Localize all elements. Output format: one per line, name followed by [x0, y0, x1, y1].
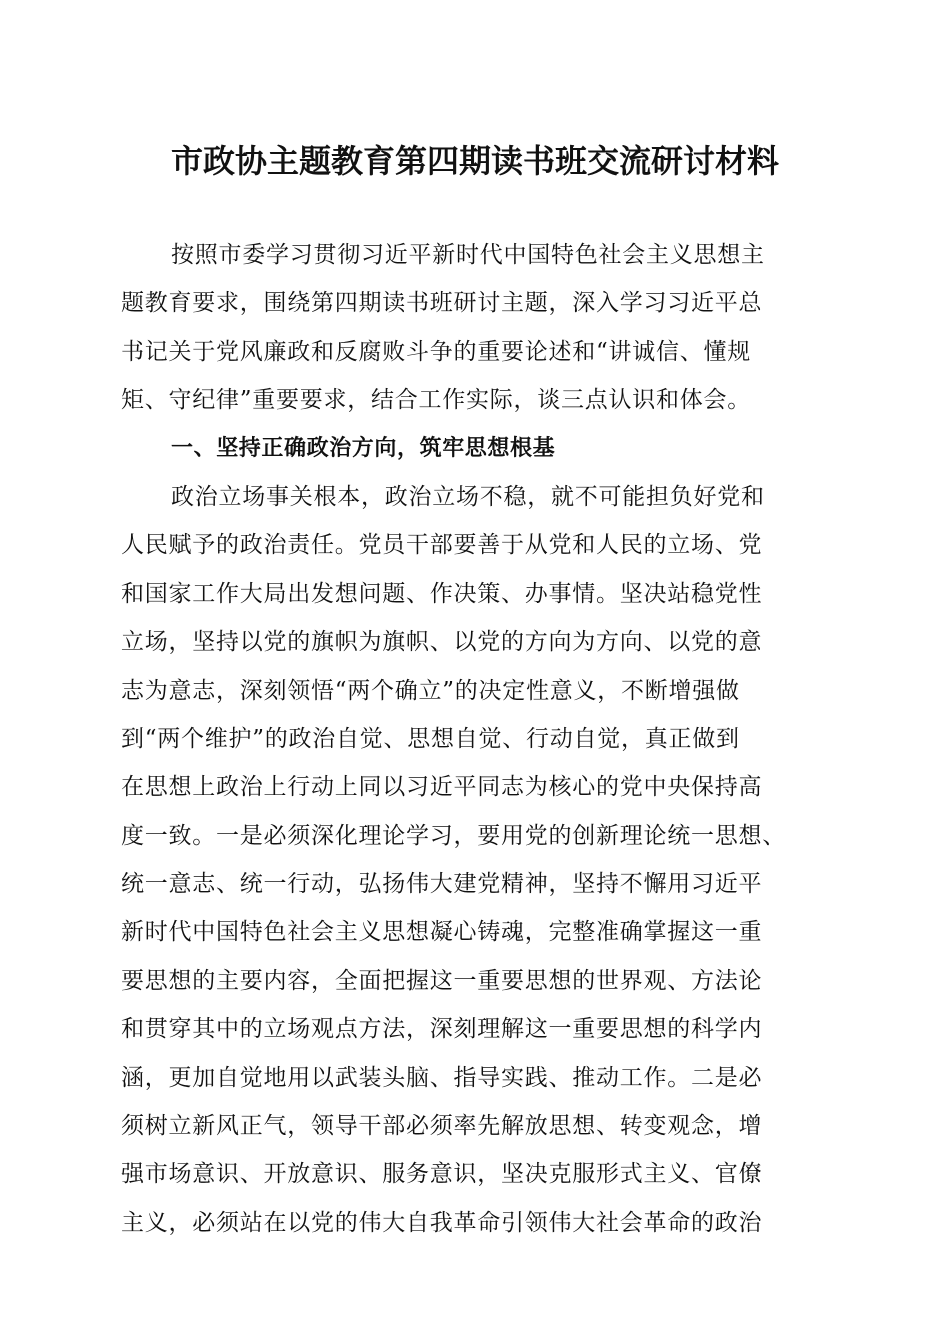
paragraph-line: 政治立场事关根本，政治立场不稳，就不可能担负好党和	[171, 483, 765, 510]
section-heading: 一、坚持正确政治方向，筑牢思想根基	[171, 435, 556, 461]
paragraph-line: 按照市委学习贯彻习近平新时代中国特色社会主义思想主	[171, 242, 765, 268]
paragraph-line: 矩、守纪律”重要要求，结合工作实际，谈三点认识和体会。	[121, 387, 752, 414]
paragraph-line: 强市场意识、开放意识、服务意识，坚决克服形式主义、官僚	[121, 1161, 763, 1188]
paragraph-line: 志为意志，深刻领悟“两个确立”的决定性意义，不断增强做	[121, 677, 740, 704]
paragraph-line: 书记关于党风廉政和反腐败斗争的重要论述和“讲诚信、懂规	[121, 338, 752, 365]
paragraph-line: 须树立新风正气，领导干部必须率先解放思想、转变观念，增	[121, 1113, 763, 1140]
paragraph-line: 立场，坚持以党的旗帜为旗帜、以党的方向为方向、以党的意	[121, 629, 763, 656]
paragraph-line: 统一意志、统一行动，弘扬伟大建党精神，坚持不懈用习近平	[121, 871, 763, 898]
paragraph-line: 到“两个维护”的政治自觉、思想自觉、行动自觉，真正做到	[121, 725, 740, 752]
paragraph-line: 人民赋予的政治责任。党员干部要善于从党和人民的立场、党	[121, 532, 763, 559]
paragraph-line: 主义，必须站在以党的伟大自我革命引领伟大社会革命的政治	[121, 1209, 763, 1236]
paragraph-line: 在思想上政治上行动上同以习近平同志为核心的党中央保持高	[121, 774, 763, 801]
paragraph-line: 和国家工作大局出发想问题、作决策、办事情。坚决站稳党性	[121, 580, 763, 607]
paragraph-line: 新时代中国特色社会主义思想凝心铸魂，完整准确掌握这一重	[121, 919, 763, 946]
paragraph-line: 和贯穿其中的立场观点方法，深刻理解这一重要思想的科学内	[121, 1016, 763, 1043]
paragraph-line: 度一致。一是必须深化理论学习，要用党的创新理论统一思想、	[121, 822, 786, 849]
document-body	[121, 231, 841, 1247]
paragraph-line: 要思想的主要内容，全面把握这一重要思想的世界观、方法论	[121, 967, 763, 994]
paragraph-line: 涵，更加自觉地用以武装头脑、指导实践、推动工作。二是必	[121, 1064, 763, 1091]
document-title: 市政协主题教育第四期读书班交流研讨材料	[170, 142, 779, 180]
paragraph-line: 题教育要求，围绕第四期读书班研讨主题，深入学习习近平总	[121, 290, 763, 317]
